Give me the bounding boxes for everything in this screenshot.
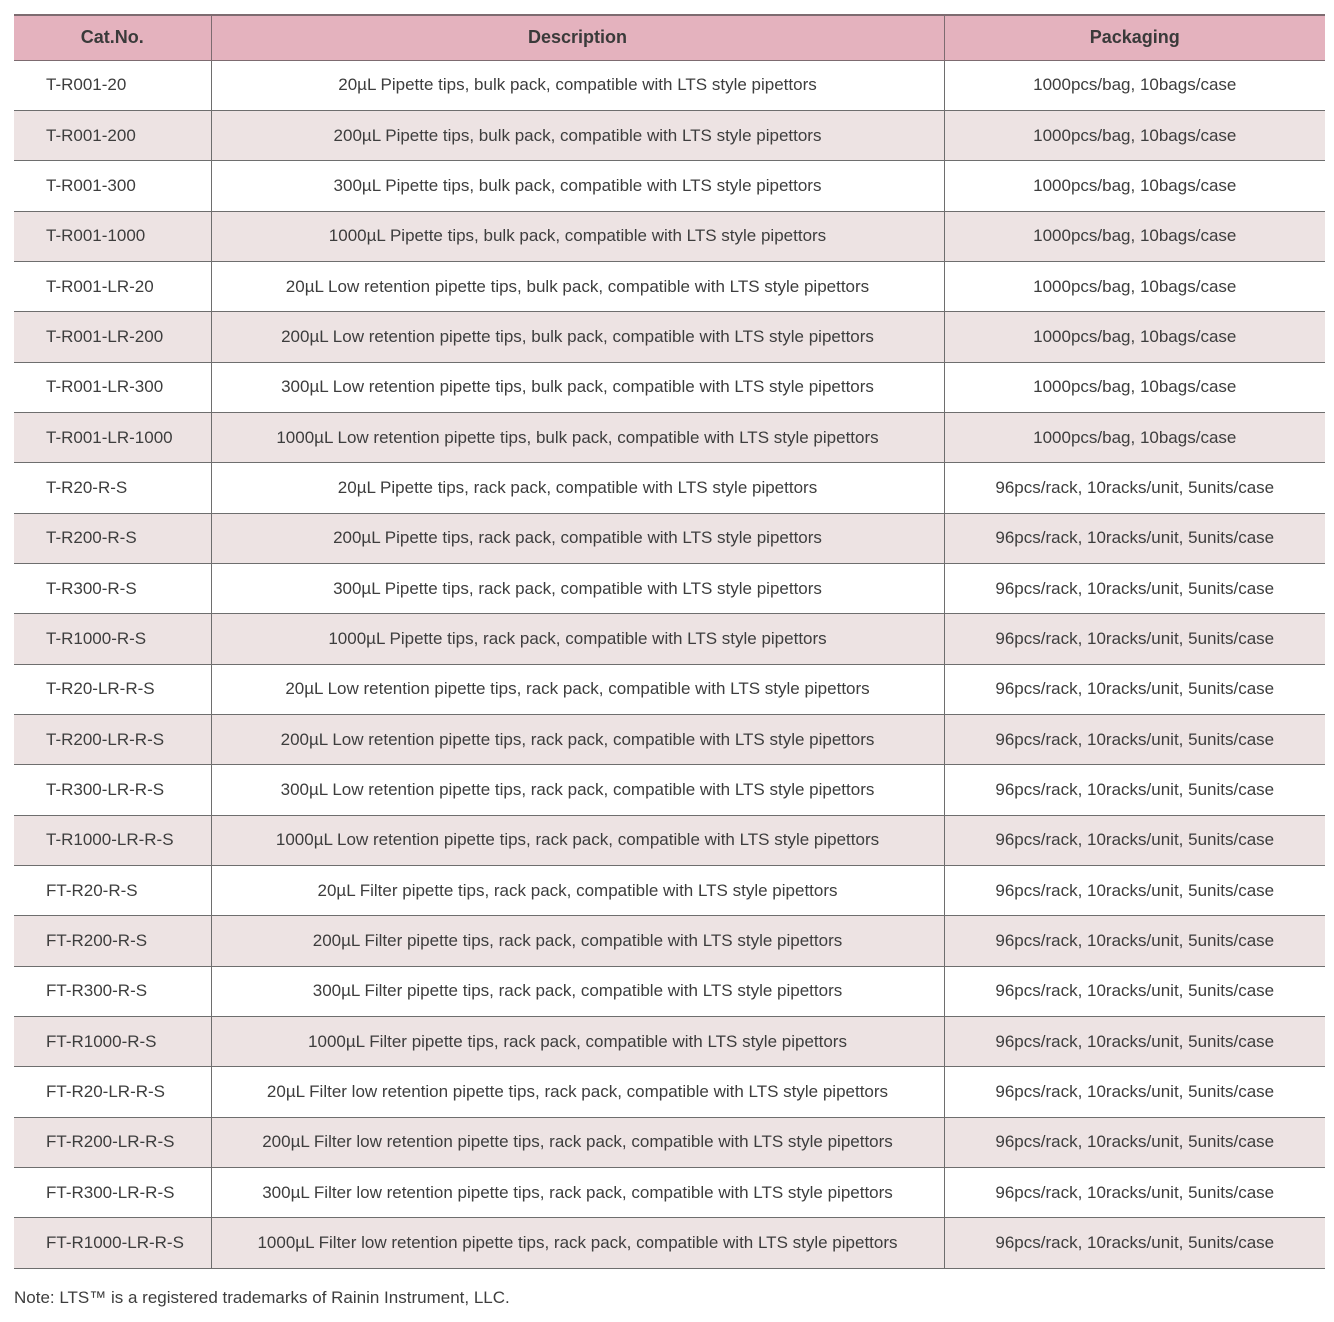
table-row <box>14 1168 1325 1218</box>
cell-packaging: 1000pcs/bag, 10bags/case <box>944 110 1325 160</box>
cell-description: 20µL Filter low retention pipette tips, rack pack, compatible with LTS style pipettors <box>211 1067 944 1117</box>
product-table-container <box>14 14 1325 1269</box>
cell-description: 200µL Filter low retention pipette tips, rack pack, compatible with LTS style pipettors <box>211 1117 944 1167</box>
table-row <box>14 664 1325 714</box>
cell-description: 20µL Low retention pipette tips, bulk pack, compatible with LTS style pipettors <box>211 261 944 311</box>
cell-description: 300µL Filter pipette tips, rack pack, compatible with LTS style pipettors <box>211 966 944 1016</box>
header-row <box>14 15 1325 60</box>
product-table <box>14 14 1325 1269</box>
cell-packaging: 1000pcs/bag, 10bags/case <box>944 312 1325 362</box>
cell-cat-no: T-R300-R-S <box>14 563 211 613</box>
cell-packaging: 96pcs/rack, 10racks/unit, 5units/case <box>944 866 1325 916</box>
table-row <box>14 1017 1325 1067</box>
cell-cat-no: FT-R300-LR-R-S <box>14 1168 211 1218</box>
cell-packaging: 96pcs/rack, 10racks/unit, 5units/case <box>944 614 1325 664</box>
table-row <box>14 714 1325 764</box>
cell-description: 20µL Pipette tips, bulk pack, compatible with LTS style pipettors <box>211 60 944 110</box>
cell-packaging: 96pcs/rack, 10racks/unit, 5units/case <box>944 664 1325 714</box>
table-row <box>14 966 1325 1016</box>
cell-cat-no: FT-R1000-R-S <box>14 1017 211 1067</box>
cell-description: 1000µL Low retention pipette tips, rack pack, compatible with LTS style pipettors <box>211 815 944 865</box>
cell-packaging: 96pcs/rack, 10racks/unit, 5units/case <box>944 1017 1325 1067</box>
table-row <box>14 1117 1325 1167</box>
cell-packaging: 96pcs/rack, 10racks/unit, 5units/case <box>944 765 1325 815</box>
table-row <box>14 110 1325 160</box>
cell-cat-no: FT-R20-R-S <box>14 866 211 916</box>
table-row <box>14 211 1325 261</box>
header-cat-no: Cat.No. <box>14 15 211 60</box>
cell-cat-no: T-R001-1000 <box>14 211 211 261</box>
cell-packaging: 1000pcs/bag, 10bags/case <box>944 211 1325 261</box>
cell-packaging: 96pcs/rack, 10racks/unit, 5units/case <box>944 1218 1325 1268</box>
header-packaging: Packaging <box>944 15 1325 60</box>
cell-cat-no: T-R200-R-S <box>14 513 211 563</box>
cell-description: 1000µL Pipette tips, rack pack, compatible with LTS style pipettors <box>211 614 944 664</box>
cell-packaging: 96pcs/rack, 10racks/unit, 5units/case <box>944 815 1325 865</box>
table-row <box>14 261 1325 311</box>
cell-cat-no: T-R1000-R-S <box>14 614 211 664</box>
cell-packaging: 96pcs/rack, 10racks/unit, 5units/case <box>944 513 1325 563</box>
cell-cat-no: FT-R300-R-S <box>14 966 211 1016</box>
table-row <box>14 161 1325 211</box>
table-row <box>14 614 1325 664</box>
cell-description: 300µL Low retention pipette tips, bulk pack, compatible with LTS style pipettors <box>211 362 944 412</box>
table-row <box>14 1067 1325 1117</box>
table-row <box>14 60 1325 110</box>
cell-packaging: 96pcs/rack, 10racks/unit, 5units/case <box>944 1168 1325 1218</box>
cell-description: 200µL Low retention pipette tips, bulk pack, compatible with LTS style pipettors <box>211 312 944 362</box>
cell-description: 200µL Low retention pipette tips, rack pack, compatible with LTS style pipettors <box>211 714 944 764</box>
cell-description: 300µL Pipette tips, bulk pack, compatible with LTS style pipettors <box>211 161 944 211</box>
table-row <box>14 513 1325 563</box>
cell-cat-no: T-R300-LR-R-S <box>14 765 211 815</box>
table-body <box>14 60 1325 1268</box>
cell-packaging: 1000pcs/bag, 10bags/case <box>944 261 1325 311</box>
cell-description: 20µL Pipette tips, rack pack, compatible with LTS style pipettors <box>211 463 944 513</box>
cell-cat-no: FT-R20-LR-R-S <box>14 1067 211 1117</box>
cell-packaging: 96pcs/rack, 10racks/unit, 5units/case <box>944 1117 1325 1167</box>
cell-description: 1000µL Pipette tips, bulk pack, compatible with LTS style pipettors <box>211 211 944 261</box>
cell-description: 200µL Pipette tips, rack pack, compatible with LTS style pipettors <box>211 513 944 563</box>
cell-cat-no: T-R200-LR-R-S <box>14 714 211 764</box>
trademark-note: Note: LTS™ is a registered trademarks of Rainin Instrument, LLC. <box>14 1288 510 1307</box>
cell-packaging: 96pcs/rack, 10racks/unit, 5units/case <box>944 966 1325 1016</box>
cell-description: 1000µL Low retention pipette tips, bulk pack, compatible with LTS style pipettors <box>211 412 944 462</box>
cell-cat-no: T-R001-LR-300 <box>14 362 211 412</box>
cell-description: 200µL Pipette tips, bulk pack, compatible with LTS style pipettors <box>211 110 944 160</box>
cell-description: 200µL Filter pipette tips, rack pack, compatible with LTS style pipettors <box>211 916 944 966</box>
header-description: Description <box>211 15 944 60</box>
cell-packaging: 96pcs/rack, 10racks/unit, 5units/case <box>944 714 1325 764</box>
table-row <box>14 866 1325 916</box>
cell-packaging: 1000pcs/bag, 10bags/case <box>944 60 1325 110</box>
cell-cat-no: T-R001-200 <box>14 110 211 160</box>
cell-description: 20µL Low retention pipette tips, rack pack, compatible with LTS style pipettors <box>211 664 944 714</box>
cell-cat-no: T-R001-20 <box>14 60 211 110</box>
cell-description: 20µL Filter pipette tips, rack pack, compatible with LTS style pipettors <box>211 866 944 916</box>
table-row <box>14 463 1325 513</box>
table-row <box>14 765 1325 815</box>
table-row <box>14 412 1325 462</box>
cell-cat-no: FT-R200-LR-R-S <box>14 1117 211 1167</box>
table-header <box>14 15 1325 60</box>
cell-packaging: 1000pcs/bag, 10bags/case <box>944 362 1325 412</box>
cell-packaging: 96pcs/rack, 10racks/unit, 5units/case <box>944 916 1325 966</box>
table-row <box>14 563 1325 613</box>
cell-cat-no: T-R001-300 <box>14 161 211 211</box>
cell-packaging: 96pcs/rack, 10racks/unit, 5units/case <box>944 563 1325 613</box>
cell-cat-no: T-R001-LR-200 <box>14 312 211 362</box>
cell-cat-no: T-R20-LR-R-S <box>14 664 211 714</box>
cell-cat-no: T-R1000-LR-R-S <box>14 815 211 865</box>
table-row <box>14 1218 1325 1268</box>
cell-description: 300µL Pipette tips, rack pack, compatible with LTS style pipettors <box>211 563 944 613</box>
cell-description: 1000µL Filter low retention pipette tips, rack pack, compatible with LTS style pipettors <box>211 1218 944 1268</box>
cell-packaging: 96pcs/rack, 10racks/unit, 5units/case <box>944 1067 1325 1117</box>
cell-cat-no: FT-R1000-LR-R-S <box>14 1218 211 1268</box>
cell-packaging: 1000pcs/bag, 10bags/case <box>944 161 1325 211</box>
cell-packaging: 1000pcs/bag, 10bags/case <box>944 412 1325 462</box>
table-row <box>14 916 1325 966</box>
cell-cat-no: T-R001-LR-1000 <box>14 412 211 462</box>
table-row <box>14 312 1325 362</box>
cell-description: 1000µL Filter pipette tips, rack pack, compatible with LTS style pipettors <box>211 1017 944 1067</box>
cell-description: 300µL Low retention pipette tips, rack pack, compatible with LTS style pipettors <box>211 765 944 815</box>
cell-packaging: 96pcs/rack, 10racks/unit, 5units/case <box>944 463 1325 513</box>
cell-cat-no: T-R20-R-S <box>14 463 211 513</box>
table-row <box>14 362 1325 412</box>
table-row <box>14 815 1325 865</box>
cell-cat-no: FT-R200-R-S <box>14 916 211 966</box>
cell-cat-no: T-R001-LR-20 <box>14 261 211 311</box>
cell-description: 300µL Filter low retention pipette tips, rack pack, compatible with LTS style pipettors <box>211 1168 944 1218</box>
